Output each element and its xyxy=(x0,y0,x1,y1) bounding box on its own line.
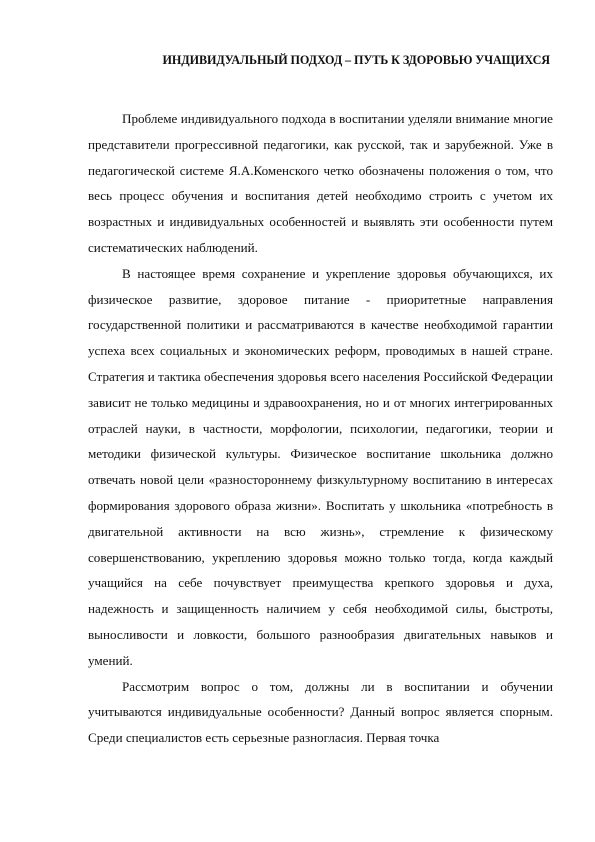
document-body xyxy=(88,106,553,751)
paragraph-question: Рассмотрим вопрос о том, должны ли в воспитании и обучении учитываются индивидуальные особенности? Данный вопрос является спорным. Среди специалистов есть серьезные разногласия. Первая точка xyxy=(88,678,553,746)
document-title: ИНДИВИДУАЛЬНЫЙ ПОДХОД – ПУТЬ К ЗДОРОВЬЮ УЧАЩИХСЯ xyxy=(162,53,550,67)
paragraph-health: В настоящее время сохранение и укрепление здоровья обучающихся, их физическое развитие, здоровое питание - приоритетные направления государственной политики и рассматриваются в качестве необходимой гарантии успеха всех социальных и экономических реформ, проводимых в нашей стране. Стратегия и тактика обеспечения здоровья всего населения Российской Федерации зависит не только медицины и здравоохранения, но и от многих интегрированных отраслей науки, в частности, морфологии, психологии, педагогики, теории и методики физической культуры. Физическое воспитание школьника должно отвечать новой цели «разностороннему физкультурному воспитанию в интересах формирования здорового образа жизни». Воспитать у школьника «потребность в двигательной активности на всю жизнь», стремление к физическому совершенствованию, укреплению здоровья можно только тогда, когда каждый учащийся на себе почувствует преимущества крепкого здоровья и духа, надежность и защищенность наличием у себя необходимой силы, быстроты, выносливости и ловкости, большого разнообразия двигательных навыков и умений. xyxy=(88,265,553,668)
paragraph-intro: Проблеме индивидуального подхода в воспитании уделяли внимание многие представители прогрессивной педагогики, как русской, так и зарубежной. Уже в педагогической системе Я.А.Коменского четко обозначены положения о том, что весь процесс обучения и воспитания детей необходимо строить с учетом их возрастных и индивидуальных особенностей и выявлять эти особенности путем систематических наблюдений. xyxy=(88,111,553,255)
